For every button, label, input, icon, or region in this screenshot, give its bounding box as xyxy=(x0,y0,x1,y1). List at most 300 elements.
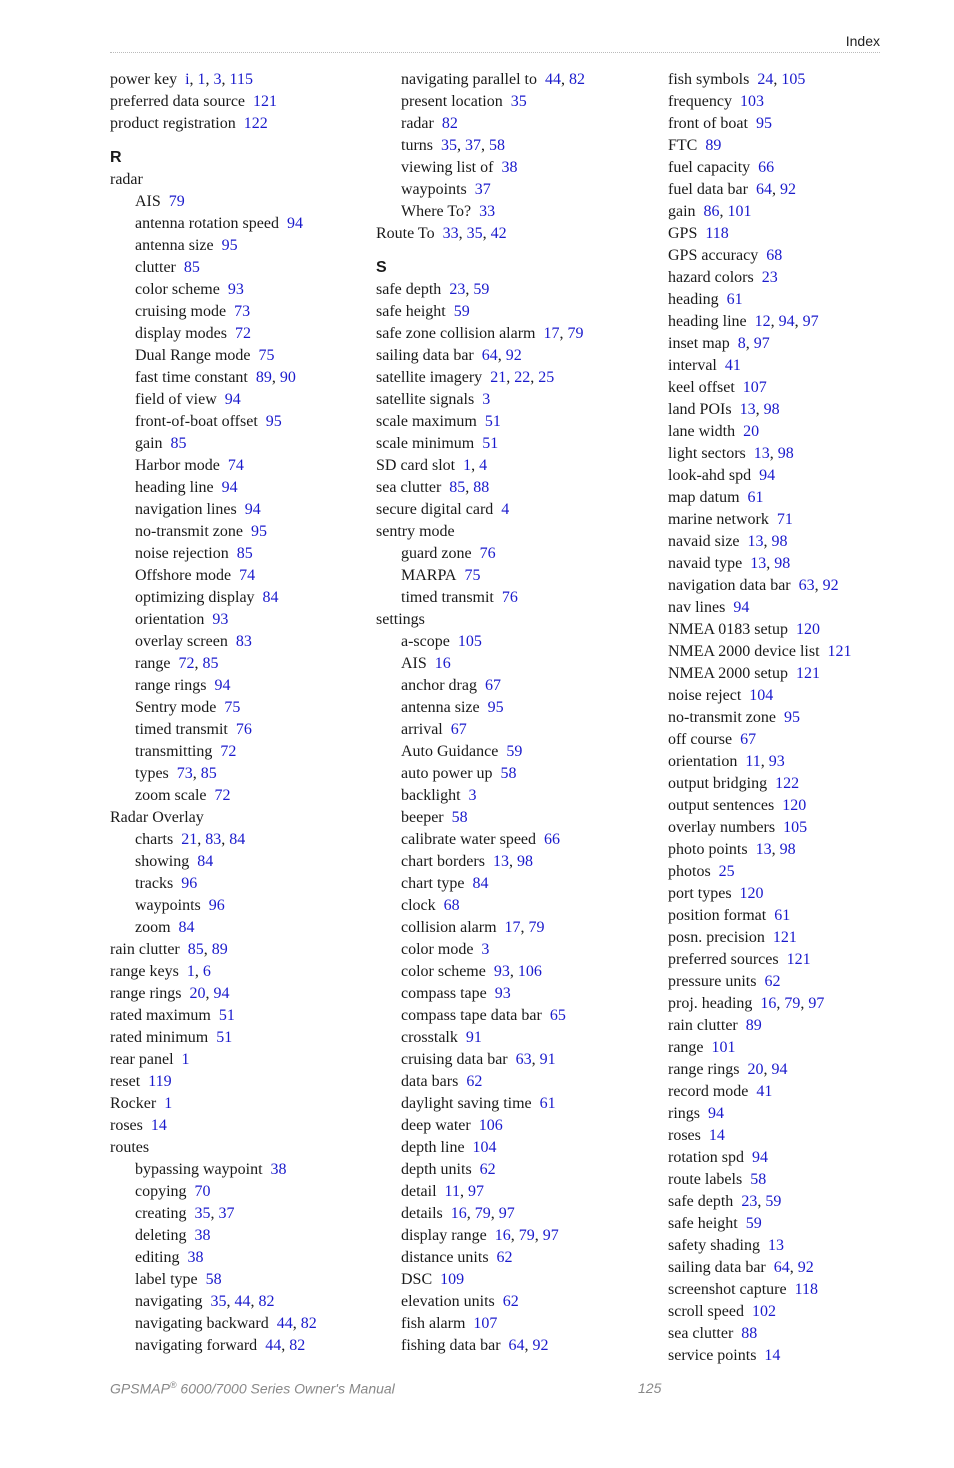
page-link[interactable]: 101 xyxy=(711,1039,736,1056)
page-link[interactable]: 13 xyxy=(739,401,756,418)
page-link[interactable]: 94 xyxy=(771,1061,788,1078)
page-link[interactable]: 79 xyxy=(567,325,584,342)
page-references xyxy=(271,1161,287,1178)
page-link[interactable]: 62 xyxy=(496,1249,513,1266)
page-link[interactable]: 13 xyxy=(753,445,770,462)
index-entry xyxy=(668,927,938,949)
page-link[interactable]: 121 xyxy=(786,951,811,968)
page-link[interactable]: 23 xyxy=(761,269,778,286)
page-link[interactable]: 3 xyxy=(213,71,222,88)
page-link[interactable]: 82 xyxy=(289,1337,306,1354)
page-number: 125 xyxy=(638,1380,662,1396)
page-link[interactable]: 41 xyxy=(724,357,741,374)
page-link[interactable]: 1 xyxy=(186,963,195,980)
page-link[interactable]: 35 xyxy=(441,137,457,154)
index-term: a-scope xyxy=(401,633,450,650)
page-link[interactable]: 105 xyxy=(457,633,482,650)
page-link[interactable]: 101 xyxy=(727,203,752,220)
index-entry xyxy=(668,1015,938,1037)
page-link[interactable]: 1 xyxy=(181,1051,190,1068)
index-entry xyxy=(668,1147,938,1169)
page-link[interactable]: 76 xyxy=(235,721,252,738)
index-term: creating xyxy=(135,1205,187,1222)
page-link[interactable]: 35 xyxy=(510,93,527,110)
page-link[interactable]: 63 xyxy=(798,577,815,594)
index-term: navigating forward xyxy=(135,1337,258,1354)
page-link[interactable]: 94 xyxy=(286,215,303,232)
page-link[interactable]: 64 xyxy=(773,1259,790,1276)
page-link[interactable]: 75 xyxy=(258,347,275,364)
index-term: types xyxy=(135,765,169,782)
page-link[interactable]: 92 xyxy=(797,1259,814,1276)
page-link[interactable]: 38 xyxy=(187,1249,204,1266)
page-link[interactable]: 79 xyxy=(168,193,185,210)
index-subentry xyxy=(376,1159,646,1181)
page-link[interactable]: 120 xyxy=(782,797,807,814)
index-entry xyxy=(668,355,938,377)
page-link[interactable]: 67 xyxy=(450,721,467,738)
page-link[interactable]: 8 xyxy=(737,335,746,352)
page-link[interactable]: 107 xyxy=(473,1315,498,1332)
page-link[interactable]: 59 xyxy=(506,743,523,760)
page-link[interactable]: 76 xyxy=(501,589,518,606)
page-link[interactable]: 3 xyxy=(481,941,490,958)
page-link[interactable]: 105 xyxy=(781,71,806,88)
page-references: 35, 44, 82 xyxy=(210,1293,275,1310)
page-references xyxy=(451,721,467,738)
page-link[interactable]: 93 xyxy=(494,985,511,1002)
page-link[interactable]: 104 xyxy=(472,1139,497,1156)
page-link[interactable]: 16 xyxy=(494,1227,511,1244)
page-link[interactable]: 62 xyxy=(466,1073,483,1090)
page-link[interactable]: 89 xyxy=(745,1017,762,1034)
page-link[interactable]: 97 xyxy=(753,335,770,352)
page-link[interactable]: 94 xyxy=(224,391,241,408)
index-entry xyxy=(668,1213,938,1235)
page-link[interactable]: 17 xyxy=(543,325,560,342)
page-link[interactable]: 119 xyxy=(148,1073,172,1090)
page-link[interactable]: 22 xyxy=(514,369,531,386)
page-link[interactable]: 84 xyxy=(197,853,214,870)
page-link[interactable]: 35 xyxy=(466,225,483,242)
page-link[interactable]: 85 xyxy=(200,765,217,782)
page-link[interactable]: 120 xyxy=(739,885,764,902)
page-link[interactable]: 95 xyxy=(783,709,800,726)
page-link[interactable]: 59 xyxy=(745,1215,762,1232)
page-link[interactable]: 11 xyxy=(444,1183,460,1200)
page-link[interactable]: 64 xyxy=(755,181,772,198)
page-link[interactable]: 4 xyxy=(501,501,510,518)
page-link[interactable]: 76 xyxy=(479,545,496,562)
page-link[interactable]: 85 xyxy=(236,545,253,562)
page-link[interactable]: 79 xyxy=(518,1227,535,1244)
page-link[interactable]: 92 xyxy=(505,347,522,364)
index-term: copying xyxy=(135,1183,187,1200)
page-link[interactable]: 91 xyxy=(465,1029,482,1046)
page-link[interactable]: 25 xyxy=(718,863,735,880)
page-references xyxy=(506,743,522,760)
page-link[interactable]: 51 xyxy=(216,1029,233,1046)
index-entry xyxy=(668,1257,938,1279)
section-letter: R xyxy=(110,149,122,166)
page-link[interactable]: 82 xyxy=(300,1315,317,1332)
page-link[interactable]: 20 xyxy=(743,423,760,440)
page-link[interactable]: 38 xyxy=(194,1227,211,1244)
page-link[interactable]: 84 xyxy=(262,589,279,606)
page-link[interactable]: 98 xyxy=(779,841,796,858)
page-link[interactable]: 89 xyxy=(255,369,272,386)
index-term: sailing data bar xyxy=(376,347,474,364)
page-link[interactable]: 97 xyxy=(542,1227,559,1244)
page-link[interactable]: 97 xyxy=(498,1205,515,1222)
page-references: 1, 6 xyxy=(186,963,211,980)
index-entry xyxy=(668,399,938,421)
page-link[interactable]: 71 xyxy=(776,511,793,528)
page-references xyxy=(475,181,491,198)
page-link[interactable]: 94 xyxy=(213,985,230,1002)
page-references xyxy=(237,545,253,562)
page-link[interactable]: 102 xyxy=(751,1303,776,1320)
index-term: depth line xyxy=(401,1139,465,1156)
page-link[interactable]: 44 xyxy=(234,1293,251,1310)
page-link[interactable]: 13 xyxy=(492,853,509,870)
page-references xyxy=(222,237,238,254)
page-link[interactable]: 51 xyxy=(482,435,499,452)
index-term: frequency xyxy=(668,93,732,110)
page-link[interactable]: 85 xyxy=(183,259,200,276)
page-link[interactable]: 12 xyxy=(754,313,771,330)
page-references xyxy=(746,1215,762,1232)
page-link[interactable]: 24 xyxy=(757,71,774,88)
page-link[interactable]: 17 xyxy=(504,919,521,936)
page-link[interactable]: 79 xyxy=(474,1205,491,1222)
page-link[interactable]: 121 xyxy=(827,643,852,660)
page-link[interactable]: 106 xyxy=(478,1117,503,1134)
page-link[interactable]: 72 xyxy=(178,655,195,672)
index-subentry xyxy=(376,1005,646,1027)
page-link[interactable]: 20 xyxy=(189,985,206,1002)
page-link[interactable]: 94 xyxy=(708,1105,724,1122)
page-references: 89, 90 xyxy=(255,369,296,386)
page-link[interactable]: 86 xyxy=(703,203,720,220)
page-link[interactable]: 61 xyxy=(747,489,764,506)
page-link[interactable]: 122 xyxy=(243,115,268,132)
page-link[interactable]: 68 xyxy=(443,897,460,914)
page-references xyxy=(480,1161,496,1178)
page-link[interactable]: 61 xyxy=(726,291,743,308)
page-link[interactable]: 75 xyxy=(464,567,481,584)
page-link[interactable]: 51 xyxy=(484,413,501,430)
page-link[interactable]: 82 xyxy=(568,71,585,88)
index-term: daylight saving time xyxy=(401,1095,532,1112)
page-link[interactable]: 64 xyxy=(481,347,498,364)
index-entry xyxy=(668,1191,938,1213)
page-link[interactable]: 83 xyxy=(205,831,222,848)
page-link[interactable]: 16 xyxy=(760,995,777,1012)
page-link[interactable]: 84 xyxy=(178,919,195,936)
page-link[interactable]: 93 xyxy=(493,963,510,980)
page-link[interactable]: 94 xyxy=(759,467,776,484)
page-link[interactable]: 62 xyxy=(479,1161,496,1178)
page-link[interactable]: 90 xyxy=(279,369,296,386)
page-link[interactable]: 72 xyxy=(235,325,251,342)
page-link[interactable]: 93 xyxy=(212,611,229,628)
index-entry xyxy=(668,773,938,795)
page-link[interactable]: 58 xyxy=(750,1171,767,1188)
page-link[interactable]: 83 xyxy=(235,633,252,650)
page-references xyxy=(708,1105,724,1122)
page-link[interactable]: 94 xyxy=(778,313,795,330)
page-link[interactable]: 61 xyxy=(774,907,791,924)
page-link[interactable]: 98 xyxy=(763,401,780,418)
page-link[interactable]: 35 xyxy=(194,1205,211,1222)
page-link[interactable]: 68 xyxy=(766,247,783,264)
page-link[interactable]: 66 xyxy=(544,831,561,848)
page-link[interactable]: 58 xyxy=(500,765,517,782)
page-references xyxy=(197,853,213,870)
page-link[interactable]: 115 xyxy=(229,71,253,88)
page-link[interactable]: 6 xyxy=(202,963,211,980)
index-term: color scheme xyxy=(401,963,486,980)
page-link[interactable]: 61 xyxy=(539,1095,556,1112)
page-link[interactable]: 62 xyxy=(502,1293,519,1310)
index-entry xyxy=(668,817,938,839)
page-link[interactable]: 16 xyxy=(434,655,451,672)
page-references: 33, 35, 42 xyxy=(442,225,507,242)
page-link[interactable]: 1 xyxy=(164,1095,173,1112)
index-entry xyxy=(376,345,646,367)
page-link[interactable]: 3 xyxy=(482,391,491,408)
page-link[interactable]: 85 xyxy=(170,435,187,452)
index-term: safe zone collision alarm xyxy=(376,325,536,342)
page-link[interactable]: 66 xyxy=(758,159,775,176)
page-references xyxy=(219,1007,235,1024)
page-link[interactable]: 97 xyxy=(808,995,825,1012)
page-link[interactable]: 121 xyxy=(253,93,278,110)
page-link[interactable]: 62 xyxy=(764,973,781,990)
page-link[interactable]: 82 xyxy=(441,115,458,132)
page-link[interactable]: i xyxy=(185,71,190,88)
index-subentry xyxy=(376,1291,646,1313)
index-entry xyxy=(668,1279,938,1301)
index-term: lane width xyxy=(668,423,736,440)
page-link[interactable]: 44 xyxy=(265,1337,282,1354)
page-link[interactable]: 70 xyxy=(194,1183,211,1200)
page-link[interactable]: 105 xyxy=(783,819,808,836)
page-link[interactable]: 38 xyxy=(501,159,518,176)
index-entry xyxy=(110,1071,360,1093)
page-link[interactable]: 118 xyxy=(794,1281,819,1298)
index-subentry xyxy=(110,1269,360,1291)
page-link[interactable]: 14 xyxy=(764,1347,781,1364)
page-link[interactable]: 107 xyxy=(742,379,767,396)
index-subentry xyxy=(376,1049,646,1071)
page-link[interactable]: 33 xyxy=(479,203,496,220)
index-entry xyxy=(110,1137,360,1159)
page-link[interactable]: 58 xyxy=(489,137,505,154)
page-link[interactable]: 13 xyxy=(755,841,772,858)
page-link[interactable]: 23 xyxy=(741,1193,758,1210)
page-link[interactable]: 103 xyxy=(739,93,764,110)
page-link[interactable]: 94 xyxy=(733,599,750,616)
page-link[interactable]: 85 xyxy=(449,479,466,496)
index-subentry xyxy=(110,323,360,345)
page-link[interactable]: 20 xyxy=(747,1061,764,1078)
page-link[interactable]: 73 xyxy=(176,765,193,782)
page-link[interactable]: 95 xyxy=(250,523,267,540)
page-link[interactable]: 95 xyxy=(221,237,238,254)
page-link[interactable]: 38 xyxy=(270,1161,287,1178)
page-link[interactable]: 98 xyxy=(777,445,794,462)
page-link[interactable]: 1 xyxy=(197,71,206,88)
index-term: interval xyxy=(668,357,717,374)
page-references xyxy=(762,269,778,286)
index-term: anchor drag xyxy=(401,677,477,694)
page-link[interactable]: 75 xyxy=(224,699,241,716)
index-entry xyxy=(376,367,646,389)
page-link[interactable]: 94 xyxy=(244,501,261,518)
page-link[interactable]: 97 xyxy=(467,1183,484,1200)
index-entry xyxy=(376,433,646,455)
page-link[interactable]: 72 xyxy=(220,743,237,760)
page-link[interactable]: 63 xyxy=(515,1051,532,1068)
page-link[interactable]: 94 xyxy=(214,677,231,694)
page-link[interactable]: 88 xyxy=(473,479,490,496)
page-references xyxy=(773,929,797,946)
page-link[interactable]: 94 xyxy=(221,479,238,496)
index-subentry xyxy=(110,1313,360,1335)
page-link[interactable]: 37 xyxy=(474,181,491,198)
page-link[interactable]: 42 xyxy=(490,225,507,242)
index-term: SD card slot xyxy=(376,457,456,474)
page-link[interactable]: 109 xyxy=(440,1271,465,1288)
page-link[interactable]: 14 xyxy=(708,1127,725,1144)
page-link[interactable]: 13 xyxy=(747,533,764,550)
page-link[interactable]: 104 xyxy=(749,687,774,704)
page-link[interactable]: 84 xyxy=(472,875,489,892)
page-link[interactable]: 4 xyxy=(479,457,488,474)
page-link[interactable]: 95 xyxy=(487,699,504,716)
page-references: 35, 37 xyxy=(194,1205,235,1222)
index-subentry xyxy=(376,135,646,157)
page-link[interactable]: 1 xyxy=(463,457,472,474)
page-link[interactable]: 95 xyxy=(265,413,282,430)
page-link[interactable]: 72 xyxy=(214,787,231,804)
page-link[interactable]: 64 xyxy=(508,1337,525,1354)
page-link[interactable]: 11 xyxy=(745,753,761,770)
page-link[interactable]: 37 xyxy=(465,137,481,154)
page-link[interactable]: 79 xyxy=(528,919,545,936)
page-references: 11, 97 xyxy=(444,1183,484,1200)
page-link[interactable]: 96 xyxy=(181,875,198,892)
page-references xyxy=(440,1271,464,1288)
index-entry xyxy=(668,553,938,575)
page-link[interactable]: 122 xyxy=(775,775,800,792)
page-link[interactable]: 96 xyxy=(208,897,225,914)
page-link[interactable]: 74 xyxy=(227,457,244,474)
page-link[interactable]: 98 xyxy=(516,853,533,870)
index-term: navigation lines xyxy=(135,501,237,518)
page-link[interactable]: 79 xyxy=(784,995,801,1012)
page-link[interactable]: 89 xyxy=(705,137,722,154)
page-link[interactable]: 59 xyxy=(453,303,470,320)
page-link[interactable]: 21 xyxy=(490,369,507,386)
page-link[interactable]: 92 xyxy=(822,577,839,594)
page-link[interactable]: 84 xyxy=(229,831,246,848)
page-link[interactable]: 59 xyxy=(473,281,490,298)
page-link[interactable]: 82 xyxy=(258,1293,275,1310)
page-link[interactable]: 51 xyxy=(218,1007,235,1024)
index-entry xyxy=(668,377,938,399)
page-link[interactable]: 98 xyxy=(774,555,791,572)
page-link[interactable]: 118 xyxy=(705,225,729,242)
page-link[interactable]: 21 xyxy=(181,831,198,848)
page-link[interactable]: 41 xyxy=(756,1083,773,1100)
page-link[interactable]: 92 xyxy=(532,1337,549,1354)
page-link[interactable]: 35 xyxy=(210,1293,227,1310)
page-link[interactable]: 44 xyxy=(276,1315,293,1332)
page-link[interactable]: 93 xyxy=(227,281,244,298)
page-link[interactable]: 58 xyxy=(451,809,468,826)
page-link[interactable]: 89 xyxy=(211,941,228,958)
index-term: clock xyxy=(401,897,436,914)
page-link[interactable]: 94 xyxy=(752,1149,768,1166)
page-link[interactable]: 120 xyxy=(796,621,820,638)
page-link[interactable]: 37 xyxy=(218,1205,235,1222)
page-link[interactable]: 74 xyxy=(239,567,256,584)
index-term: roses xyxy=(668,1127,701,1144)
page-references xyxy=(479,203,495,220)
page-link[interactable]: 65 xyxy=(549,1007,566,1024)
page-link[interactable]: 97 xyxy=(802,313,819,330)
page-link[interactable]: 44 xyxy=(544,71,561,88)
page-link[interactable]: 13 xyxy=(767,1237,784,1254)
index-entry xyxy=(376,389,646,411)
page-link[interactable]: 67 xyxy=(740,731,757,748)
page-references: 1, 4 xyxy=(463,457,488,474)
page-link[interactable]: 23 xyxy=(449,281,466,298)
index-column-1 xyxy=(110,69,360,1357)
index-term: arrival xyxy=(401,721,443,738)
page-link[interactable]: 33 xyxy=(442,225,459,242)
page-link[interactable]: 98 xyxy=(771,533,788,550)
index-term: antenna rotation speed xyxy=(135,215,279,232)
page-link[interactable]: 121 xyxy=(772,929,797,946)
page-link[interactable]: 58 xyxy=(205,1271,222,1288)
index-term: posn. precision xyxy=(668,929,765,946)
page-link[interactable]: 3 xyxy=(468,787,477,804)
page-link[interactable]: 85 xyxy=(202,655,219,672)
page-link[interactable]: 73 xyxy=(234,303,251,320)
page-link[interactable]: 13 xyxy=(750,555,767,572)
page-link[interactable]: 59 xyxy=(765,1193,782,1210)
page-link[interactable]: 85 xyxy=(187,941,204,958)
index-entry xyxy=(668,135,938,157)
page-link[interactable]: 16 xyxy=(450,1205,467,1222)
page-references xyxy=(725,357,741,374)
index-term: light sectors xyxy=(668,445,746,462)
page-link[interactable]: 106 xyxy=(517,963,542,980)
page-link[interactable]: 88 xyxy=(741,1325,758,1342)
page-link[interactable]: 93 xyxy=(768,753,785,770)
page-link[interactable]: 95 xyxy=(755,115,772,132)
page-link[interactable]: 67 xyxy=(484,677,501,694)
page-link[interactable]: 121 xyxy=(796,665,820,682)
page-link[interactable]: 25 xyxy=(538,369,555,386)
page-link[interactable]: 92 xyxy=(779,181,796,198)
page-link[interactable]: 14 xyxy=(150,1117,167,1134)
page-link[interactable]: 91 xyxy=(539,1051,556,1068)
